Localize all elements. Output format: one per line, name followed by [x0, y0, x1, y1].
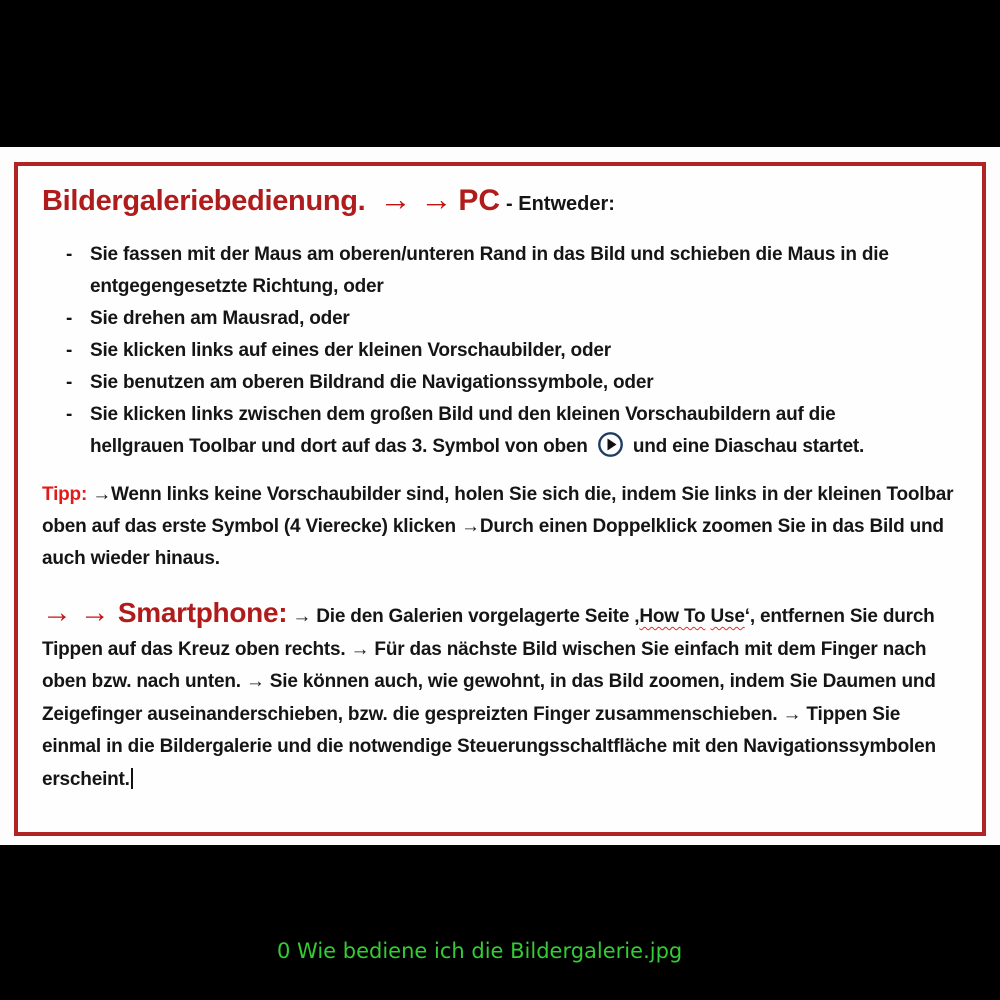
bullet-text: [90, 335, 934, 367]
bullet-marker: -: [66, 372, 73, 393]
text-segment-arrow: →: [92, 484, 111, 505]
text-segment: Durch einen Doppelklick zoomen Sie in das Bild und auch wieder hinaus.: [42, 516, 944, 569]
list-item: [66, 367, 934, 399]
title-text: Bildergaleriebedienung.: [42, 185, 366, 217]
filename-caption: 0 Wie bediene ich die Bildergalerie.jpg: [277, 939, 683, 963]
text-segment-squiggle: Use: [710, 606, 745, 627]
list-item: [66, 335, 934, 367]
arrow-icons: → →: [379, 181, 453, 217]
smartphone-paragraph: [42, 597, 958, 796]
bullet-marker: -: [66, 404, 73, 425]
list-item: [66, 239, 934, 303]
text-segment: Sie klicken links auf eines der kleinen Vorschaubilder, oder: [90, 340, 611, 361]
text-segment-arrow: →: [292, 606, 312, 627]
red-border-frame: [14, 162, 986, 836]
text-segment-arrow: →: [461, 516, 480, 537]
tipp-paragraph: [42, 479, 958, 575]
text-segment-arrow: →: [782, 703, 802, 725]
page-title: [42, 180, 962, 225]
bullet-text: [90, 303, 934, 335]
list-item: [66, 303, 934, 335]
text-segment: Sie klicken links zwischen dem großen Bild und den kleinen Vorschaubildern auf die hellgrauen Toolbar und dort auf das 3. Symbol von oben: [90, 404, 836, 457]
bullet-text: [90, 239, 934, 303]
list-item: [66, 399, 934, 463]
bullet-text: [90, 367, 934, 399]
play-circle-icon: [597, 431, 624, 458]
platform-label: PC: [458, 184, 501, 217]
text-segment: ‘, entfernen Sie durch Tippen auf das Kreuz oben rechts.: [42, 606, 935, 660]
text-segment: Sie fassen mit der Maus am oberen/unteren Rand in das Bild und schieben die Maus in die entgegengesetzte Richtung, oder: [90, 244, 889, 297]
text-segment: Für das nächste Bild wischen Sie einfach mit dem Finger nach oben bzw. nach unten.: [42, 638, 927, 692]
text-segment: Sie können auch, wie gewohnt, in das Bild zoomen, indem Sie Daumen und Zeigefinger auseinanderschieben, bzw. die gespreizten Finger zusammenschieben.: [42, 671, 936, 725]
text-segment: Wenn links keine Vorschaubilder sind, holen Sie sich die, indem Sie links in der kleinen Toolbar oben auf das erste Symbol (4 Vierecke) klicken: [42, 484, 954, 537]
bullet-marker: -: [66, 308, 73, 329]
text-segment-red: Tipp:: [42, 484, 88, 505]
title-suffix: - Entweder:: [506, 193, 615, 215]
text-segment: und eine Diaschau startet.: [627, 436, 865, 457]
text-segment: Tippen Sie einmal in die Bildergalerie und die notwendige Steuerungsschaltfläche mit den Navigationssymbolen erscheint.: [42, 703, 936, 790]
text-segment: Sie benutzen am oberen Bildrand die Navigationssymbole, oder: [90, 372, 654, 393]
text-segment-squiggle: How To: [639, 606, 706, 627]
text-segment-arrow: →: [245, 671, 265, 692]
text-segment: Die den Galerien vorgelagerte Seite ‚: [311, 606, 640, 627]
text-segment-big-darkred: Smartphone:: [117, 597, 288, 628]
text-segment-big-red-arrow: → →: [42, 596, 118, 629]
bullet-marker: -: [66, 244, 73, 265]
bullet-marker: -: [66, 340, 73, 361]
text-segment-arrow: →: [350, 638, 370, 660]
bullet-text: [90, 399, 934, 463]
text-segment: Sie drehen am Mausrad, oder: [90, 308, 350, 329]
document-page: [0, 147, 1000, 845]
text-cursor: [131, 768, 133, 789]
instruction-list: [40, 239, 962, 463]
